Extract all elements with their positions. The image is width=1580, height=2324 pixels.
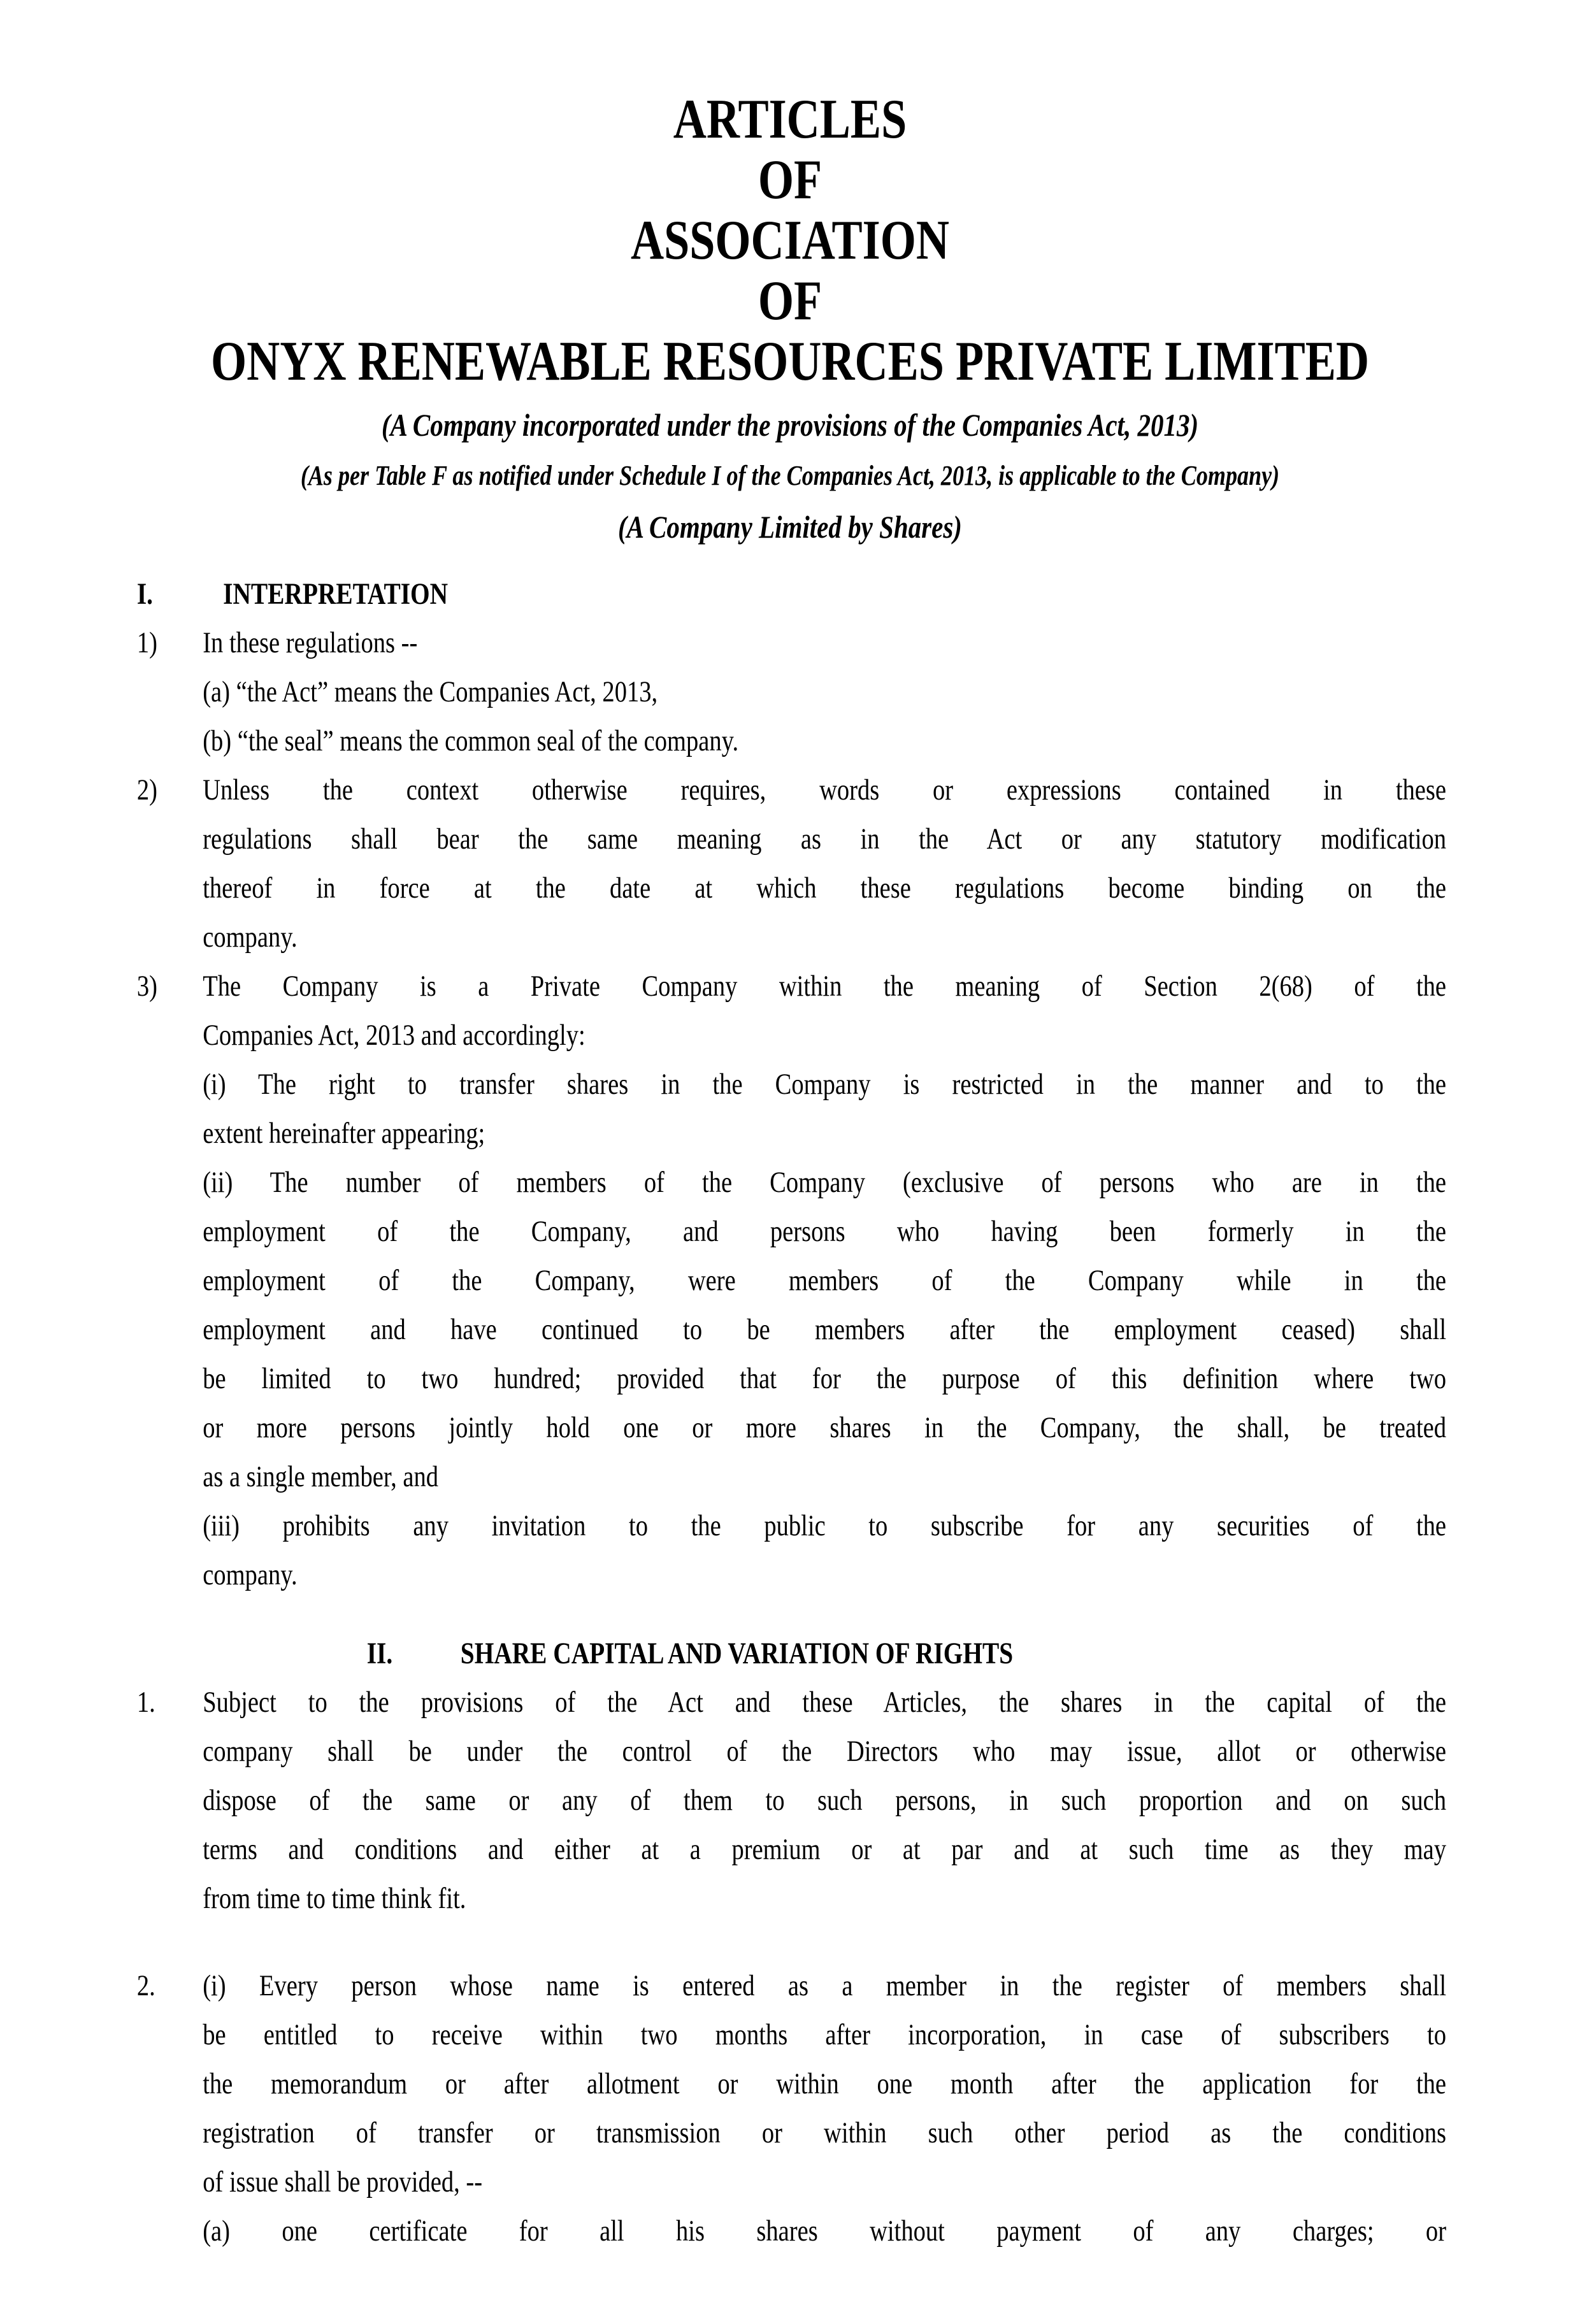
item-body [203,766,1446,962]
paragraph [203,1502,1446,1600]
clause-item [137,619,1446,766]
subtitle-line: (A Company incorporated under the provisions of the Companies Act, 2013) [381,407,1199,443]
paragraph [203,1158,1446,1502]
paragraph-line: the memorandum or after allotment or within one month after the application for the [203,2067,1447,2100]
paragraph-line: (iii) prohibits any invitation to the public to subscribe for any securities of the [203,1509,1447,1542]
item-marker: 2) [136,773,157,807]
subtitle-line: (As per Table F as notified under Schedule I of the Companies Act, 2013, is applicable to the Company) [300,460,1280,491]
clause-item [137,766,1446,962]
paragraph-line: company. [203,1558,298,1591]
paragraph-line: The Company is a Private Company within the meaning of Section 2(68) of the [203,970,1447,1003]
paragraph [203,668,1446,717]
title-line: OF [758,149,822,211]
paragraph-line: Companies Act, 2013 and accordingly: [203,1019,585,1052]
paragraph-line: regulations shall bear the same meaning as in the Act or any statutory modification [203,822,1447,856]
clause-item [137,1962,1446,2207]
paragraph-line: registration of transfer or transmission or within such other period as the conditions [203,2116,1447,2149]
paragraph-line: In these regulations -- [203,626,418,659]
paragraph-line: thereof in force at the date at which these regulations become binding on the [203,872,1447,905]
clause-item [137,1678,1446,1923]
item-body [203,619,1446,766]
section-heading-share-capital [137,1629,1446,1678]
section-items-0 [137,619,1446,1600]
paragraph-line: employment of the Company, were members of the Company while in the [203,1264,1447,1297]
paragraph-line: Subject to the provisions of the Act and these Articles, the shares in the capital of the [203,1686,1447,1719]
title-line-company-name: ONYX RENEWABLE RESOURCES PRIVATE LIMITED [211,331,1369,392]
paragraph-line: terms and conditions and either at a premium or at par and at such time as they may [203,1833,1447,1866]
item-body [203,962,1446,1600]
paragraph-line: (i) The right to transfer shares in the Company is restricted in the manner and to the [203,1068,1447,1101]
section-title: SHARE CAPITAL AND VARIATION OF RIGHTS [460,1637,1014,1670]
paragraph [203,619,1446,668]
partial-clipped-line: (a) one certificate for all his shares without payment of any charges; or [203,2214,1447,2248]
paragraph [203,1962,1446,2207]
section-items-1 [137,1678,1446,2207]
paragraph-line: of issue shall be provided, -- [203,2165,483,2198]
section-number: II. [366,1637,393,1670]
paragraph-line: (i) Every person whose name is entered as a member in the register of members shall [203,1969,1447,2002]
paragraph [203,766,1446,962]
paragraph-line: (a) “the Act” means the Companies Act, 2013, [203,675,658,708]
document-subtitle-block [0,399,1580,552]
paragraph-line: as a single member, and [203,1460,439,1493]
paragraph-line: Unless the context otherwise requires, words or expressions contained in these [203,773,1447,807]
item-body [203,1678,1446,1923]
document-body [0,570,1580,2256]
paragraph-line: from time to time think fit. [203,1882,466,1915]
paragraph-line: employment of the Company, and persons who having been formerly in the [203,1215,1447,1248]
section-heading-interpretation [137,570,1446,619]
paragraph-line: dispose of the same or any of them to such persons, in such proportion and on such [203,1784,1447,1817]
item-marker: 1. [136,1686,155,1719]
document-title-block [0,89,1580,392]
section-title: INTERPRETATION [223,577,449,611]
paragraph [203,962,1446,1060]
subtitle-line: (A Company Limited by Shares) [618,509,962,545]
paragraph [203,717,1446,766]
item-marker: 3) [136,970,157,1003]
paragraph-line: (b) “the seal” means the common seal of the company. [203,724,739,757]
item-marker: 1) [136,626,157,659]
paragraph-line: extent hereinafter appearing; [203,1117,485,1150]
paragraph-line: company shall be under the control of the Directors who may issue, allot or otherwise [203,1735,1447,1768]
clause-item [137,962,1446,1600]
paragraph [203,1678,1446,1923]
item-body [203,1962,1446,2207]
document-scale-wrapper [0,89,1580,2256]
paragraph-line: be limited to two hundred; provided that for the purpose of this definition where two [203,1362,1447,1395]
title-line: OF [758,270,822,332]
paragraph-line: employment and have continued to be members after the employment ceased) shall [203,1313,1447,1346]
paragraph-line: company. [203,921,298,954]
title-line: ARTICLES [673,89,907,150]
title-line: ASSOCIATION [631,210,949,271]
paragraph [203,1060,1446,1158]
section-number: I. [136,577,154,611]
paragraph-line: be entitled to receive within two months after incorporation, in case of subscribers to [203,2018,1447,2051]
paragraph-line: or more persons jointly hold one or more shares in the Company, the shall, be treated [203,1411,1447,1444]
document-page [0,89,1580,2324]
item-marker: 2. [136,1969,155,2002]
paragraph-line: (ii) The number of members of the Company (exclusive of persons who are in the [203,1166,1447,1199]
